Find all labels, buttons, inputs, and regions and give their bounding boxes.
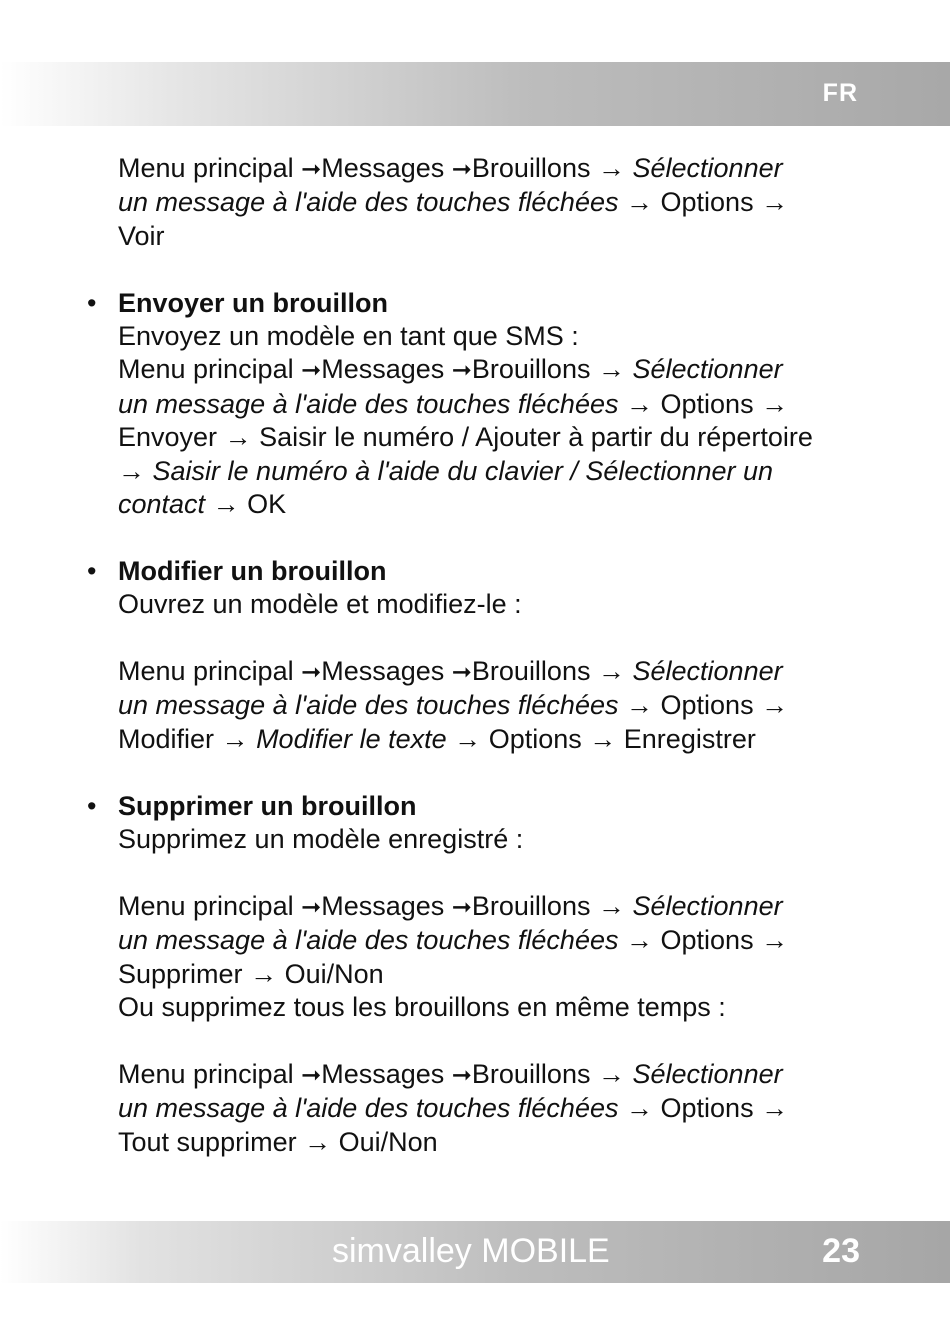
section-modify-draft — [87, 555, 908, 756]
arrow-icon: ➞ — [451, 1061, 472, 1089]
section-title-text: Modifier un brouillon — [118, 555, 387, 586]
path-supprimer: Supprimer — [118, 958, 243, 989]
section-title — [87, 790, 908, 823]
arrow-icon: → — [597, 354, 625, 385]
path-options: Options — [660, 1093, 754, 1124]
path-line — [118, 220, 908, 253]
section-delete-draft — [87, 790, 908, 1159]
path-menu: Menu principal — [118, 153, 294, 183]
arrow-icon: → — [626, 690, 653, 721]
arrow-icon: → — [597, 656, 625, 687]
path-line — [118, 388, 908, 421]
path-options: Options — [488, 723, 582, 754]
path-select-cont: un message à l'aide des touches fléchées — [118, 690, 619, 721]
path-line — [118, 152, 908, 186]
arrow-icon: ➞ — [301, 1061, 322, 1089]
brand-name: simvalley MOBILE — [332, 1232, 610, 1270]
arrow-icon: ➞ — [301, 357, 322, 385]
path-messages: Messages — [321, 354, 445, 385]
path-line — [118, 655, 908, 689]
path-messages: Messages — [321, 153, 445, 183]
arrow-icon: → — [626, 388, 653, 419]
path-oui-non: Oui/Non — [284, 958, 384, 989]
page-content — [87, 152, 908, 1159]
path-saisir-clavier: Saisir le numéro à l'aide du clavier / Sélectionner un — [152, 455, 774, 486]
path-options: Options — [660, 187, 754, 218]
path-line — [118, 421, 908, 454]
path-brouillons: Brouillons — [471, 153, 591, 183]
path-options: Options — [660, 388, 754, 419]
path-line — [118, 353, 908, 387]
section-title — [87, 555, 908, 588]
path-menu: Menu principal — [118, 354, 294, 385]
path-messages: Messages — [321, 890, 445, 921]
bullet-icon: • — [87, 790, 97, 821]
arrow-icon: ➞ — [451, 659, 472, 687]
path-brouillons: Brouillons — [471, 1058, 591, 1089]
arrow-icon: ➞ — [451, 893, 472, 921]
arrow-icon: → — [761, 1093, 789, 1124]
path-contact: contact — [118, 489, 206, 520]
path-select: Sélectionner — [632, 1058, 783, 1089]
path-menu: Menu principal — [118, 1058, 294, 1089]
arrow-icon: → — [597, 153, 625, 183]
path-line — [118, 186, 908, 219]
arrow-icon: ➞ — [301, 659, 322, 687]
path-oui-non: Oui/Non — [338, 1126, 438, 1157]
path-select: Sélectionner — [632, 656, 783, 687]
path-select-cont: un message à l'aide des touches fléchées — [118, 187, 619, 218]
section-description: Ou supprimez tous les brouillons en même temps : — [118, 992, 726, 1023]
section-description: Ouvrez un modèle et modifiez-le : — [118, 589, 522, 620]
page-number: 23 — [822, 1232, 860, 1270]
section-title-text: Supprimer un brouillon — [118, 790, 417, 821]
arrow-icon: ➞ — [451, 357, 472, 385]
path-voir: Voir — [118, 220, 165, 251]
path-menu: Menu principal — [118, 890, 294, 921]
path-enregistrer: Enregistrer — [623, 723, 756, 754]
arrow-icon: → — [118, 455, 145, 486]
path-brouillons: Brouillons — [471, 656, 591, 687]
arrow-icon: → — [589, 723, 617, 754]
path-line — [118, 958, 908, 991]
path-ok: OK — [247, 489, 287, 520]
path-view-draft — [118, 152, 908, 253]
path-options: Options — [660, 690, 754, 721]
bullet-icon: • — [87, 287, 97, 318]
footer-band — [0, 1221, 950, 1283]
path-line — [118, 1126, 908, 1159]
path-select: Sélectionner — [632, 153, 783, 183]
path-menu: Menu principal — [118, 656, 294, 687]
arrow-icon: ➞ — [301, 156, 322, 183]
path-envoyer: Envoyer — [118, 422, 218, 453]
path-line — [118, 924, 908, 957]
arrow-icon: → — [597, 1058, 625, 1089]
arrow-icon: → — [212, 489, 240, 520]
section-send-draft — [87, 287, 908, 522]
path-line — [118, 1092, 908, 1125]
path-select-cont: un message à l'aide des touches fléchées — [118, 388, 619, 419]
section-description: Supprimez un modèle enregistré : — [118, 824, 524, 855]
path-line — [118, 488, 908, 521]
arrow-icon: → — [626, 925, 653, 956]
arrow-icon: → — [761, 187, 789, 218]
path-line — [118, 890, 908, 924]
arrow-icon: → — [626, 187, 653, 218]
arrow-icon: → — [761, 388, 789, 419]
path-line — [118, 723, 908, 756]
arrow-icon: → — [250, 958, 278, 989]
path-tout-supprimer: Tout supprimer — [118, 1126, 297, 1157]
section-description: Envoyez un modèle en tant que SMS : — [118, 321, 579, 352]
path-select-cont: un message à l'aide des touches fléchées — [118, 1093, 619, 1124]
arrow-icon: ➞ — [451, 156, 472, 183]
path-line — [118, 689, 908, 722]
path-messages: Messages — [321, 1058, 445, 1089]
path-select: Sélectionner — [632, 354, 783, 385]
path-options: Options — [660, 925, 754, 956]
path-line — [118, 1058, 908, 1092]
language-code: FR — [822, 79, 858, 107]
section-title-text: Envoyer un brouillon — [118, 287, 389, 318]
bullet-icon: • — [87, 555, 97, 586]
arrow-icon: → — [626, 1093, 653, 1124]
arrow-icon: → — [304, 1126, 332, 1157]
arrow-icon: ➞ — [301, 893, 322, 921]
path-modifier: Modifier — [118, 723, 215, 754]
arrow-icon: → — [761, 925, 789, 956]
path-select: Sélectionner — [632, 890, 783, 921]
section-title — [87, 287, 908, 320]
arrow-icon: → — [224, 422, 252, 453]
arrow-icon: → — [221, 723, 249, 754]
path-modifier-texte: Modifier le texte — [256, 723, 447, 754]
arrow-icon: → — [454, 723, 482, 754]
arrow-icon: → — [761, 690, 789, 721]
path-select-cont: un message à l'aide des touches fléchées — [118, 925, 619, 956]
path-line — [118, 455, 908, 488]
arrow-icon: → — [597, 890, 625, 921]
path-brouillons: Brouillons — [471, 354, 591, 385]
path-brouillons: Brouillons — [471, 890, 591, 921]
path-messages: Messages — [321, 656, 445, 687]
header-band — [0, 62, 950, 126]
path-saisir: Saisir le numéro / Ajouter à partir du répertoire — [259, 422, 813, 453]
